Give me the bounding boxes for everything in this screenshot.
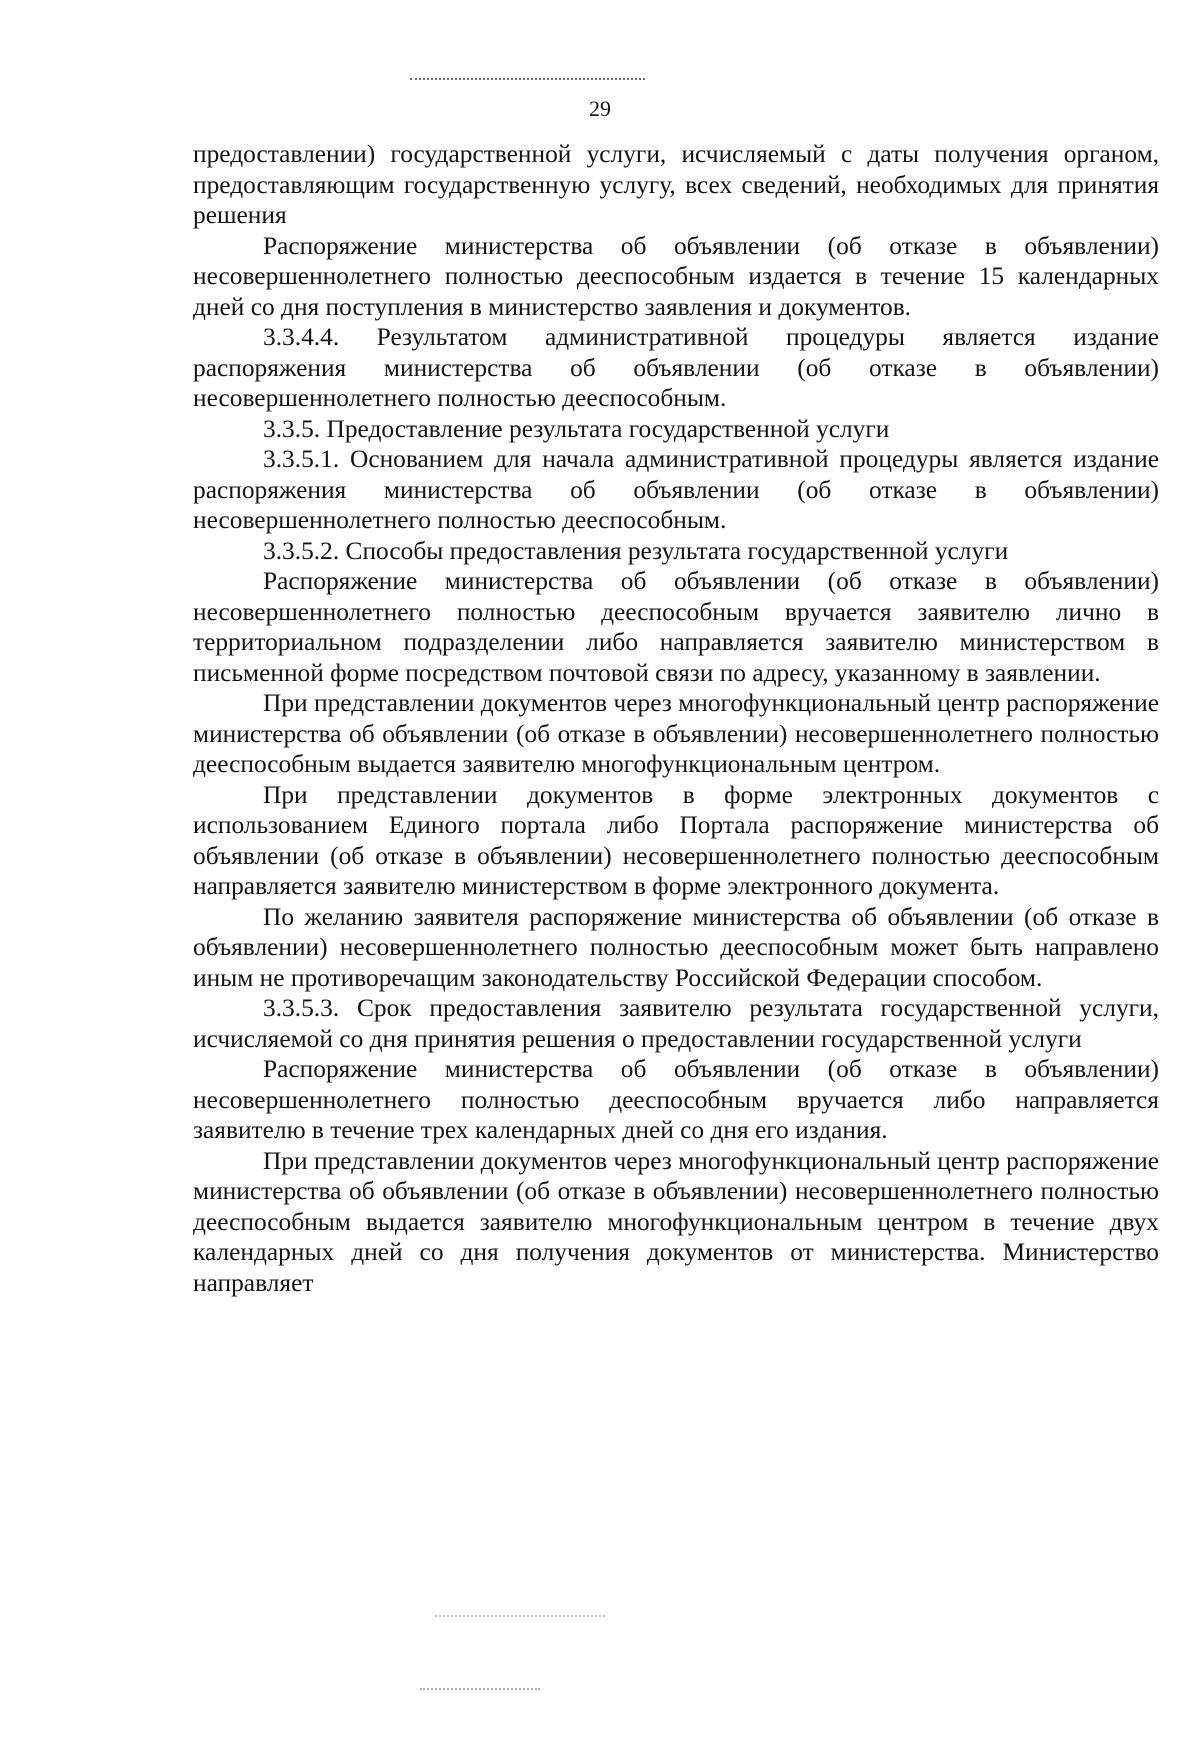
paragraph-7: Распоряжение министерства об объявлении (об отказе в объявлении) несовершеннолетнего полностью дееспособным вручается заявителю лично в территориальном подразделении либо направляется заявителю министерством в письменной форме посредством почтовой связи по адресу, указанному в заявлении. [193,567,1159,687]
paragraph-1: предоставлении) государственной услуги, исчисляемый с даты получения органом, предоставляющим государственную услугу, всех сведений, необходимых для принятия решения [193,140,1159,229]
paragraph-8: При представлении документов через многофункциональный центр распоряжение министерства об объявлении (об отказе в объявлении) несовершеннолетнего полностью дееспособным выдается заявителю многофункциональным центром. [193,689,1159,778]
paragraph-5: 3.3.5.1. Основанием для начала административной процедуры является издание распоряжения министерства об объявлении (об отказе в объявлении) несовершеннолетнего полностью дееспособным. [193,445,1159,534]
page-number: 29 [589,96,611,121]
paragraph-11: 3.3.5.3. Срок предоставления заявителю результата государственной услуги, исчисляемой со дня принятия решения о предоставлении государственной услуги [193,994,1159,1053]
paragraph-9: При представлении документов в форме электронных документов с использованием Единого портала либо Портала распоряжение министерства об объявлении (об отказе в объявлении) несовершеннолетнего полностью дееспособным направляется заявителю министерством в форме электронного документа. [193,780,1159,900]
paragraph-3: 3.3.4.4. Результатом административной процедуры является издание распоряжения министерства об объявлении (об отказе в объявлении) несовершеннолетнего полностью дееспособным. [193,323,1159,412]
paragraph-13: При представлении документов через многофункциональный центр распоряжение министерства об объявлении (об отказе в объявлении) несовершеннолетнего полностью дееспособным выдается заявителю многофункциональным центром в течение двух календарных дней со дня получения документов от министерства. Министерство направляет [193,1146,1159,1297]
paragraph-6: 3.3.5.2. Способы предоставления результата государственной услуги [263,536,1009,565]
paragraph-10: По желанию заявителя распоряжение министерства об объявлении (об отказе в объявлении) несовершеннолетнего полностью дееспособным может быть направлено иным не противоречащим законодательству Российской Федерации способом. [193,902,1159,992]
paragraph-2: Распоряжение министерства об объявлении (об отказе в объявлении) несовершеннолетнего полностью дееспособным издается в течение 15 календарных дней со дня поступления в министерство заявления и документов. [193,231,1159,321]
scan-artifact-bottom-1 [435,1615,605,1617]
paragraph-4: 3.3.5. Предоставление результата государственной услуги [263,414,890,443]
paragraph-12: Распоряжение министерства об объявлении (об отказе в объявлении) несовершеннолетнего полностью дееспособным вручается либо направляется заявителю в течение трех календарных дней со дня его издания. [193,1055,1159,1144]
scan-artifact-top [410,78,645,80]
document-body [193,139,1159,1298]
scan-artifact-bottom-2 [420,1688,540,1690]
